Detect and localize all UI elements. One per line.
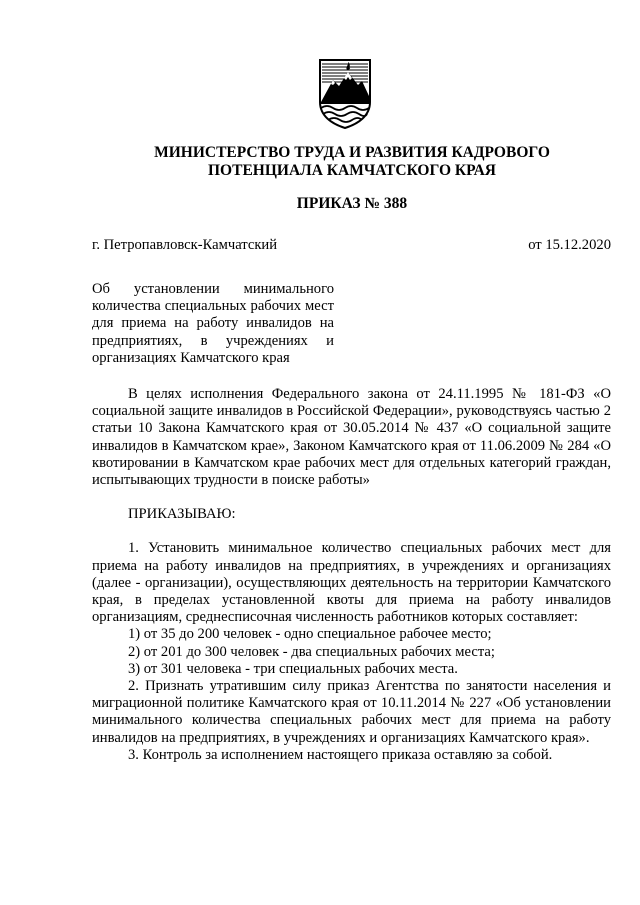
- order-word: ПРИКАЗЫВАЮ:: [128, 506, 236, 523]
- order-title: ПРИКАЗ № 388: [296, 195, 408, 212]
- kamchatka-coat-of-arms-icon: [318, 58, 372, 130]
- order-subject: Об установлении минимального количества специальных рабочих мест для приема на работу инвалидов на предприятиях, в учреждениях и организациях Камчатского края: [92, 281, 334, 366]
- ministry-name: [92, 144, 612, 180]
- order-date: от 15.12.2020: [528, 237, 611, 253]
- subpoint-2: 2) от 201 до 300 человек - два специальных рабочих места;: [128, 643, 495, 660]
- subpoint-1: 1) от 35 до 200 человек - одно специальное рабочее место;: [128, 626, 492, 643]
- subpoint-3: 3) от 301 человека - три специальных рабочих места.: [128, 660, 458, 677]
- ministry-line-2: ПОТЕНЦИАЛА КАМЧАТСКОГО КРАЯ: [208, 162, 496, 179]
- point-2: 2. Признать утратившим силу приказ Агентства по занятости населения и миграционной политике Камчатского края от 10.11.2014 № 227 «Об установлении минимального количества специальных рабочих мест для приема на работу инвалидов на предприятиях, в учреждениях и организациях Камчатского края».: [92, 678, 611, 746]
- ministry-line-1: МИНИСТЕРСТВО ТРУДА И РАЗВИТИЯ КАДРОВОГО: [154, 144, 550, 161]
- preamble-paragraph: В целях исполнения Федерального закона от 24.11.1995 № 181-ФЗ «О социальной защите инвалидов в Российской Федерации», руководствуясь частью 2 статьи 10 Закона Камчатского края от 30.05.2014 № 437 «О социальной защите инвалидов в Камчатском крае», Законом Камчатского края от 11.06.2009 № 284 «О квотировании в Камчатском крае рабочих мест для отдельных категорий граждан, испытывающих трудности в поиске работы»: [92, 386, 611, 489]
- point-1: 1. Установить минимальное количество специальных рабочих мест для приема на работу инвалидов на предприятиях, в учреждениях и организациях (далее - организации), осуществляющих деятельность на территории Камчатского края, в пределах установленной квоты для приема на работу инвалидов организациям, среднесписочная численность работников которых составляет:: [92, 540, 611, 626]
- city-name: г. Петропавловск-Камчатский: [92, 237, 278, 253]
- order-body: [92, 386, 611, 764]
- point-3: 3. Контроль за исполнением настоящего приказа оставляю за собой.: [128, 746, 553, 763]
